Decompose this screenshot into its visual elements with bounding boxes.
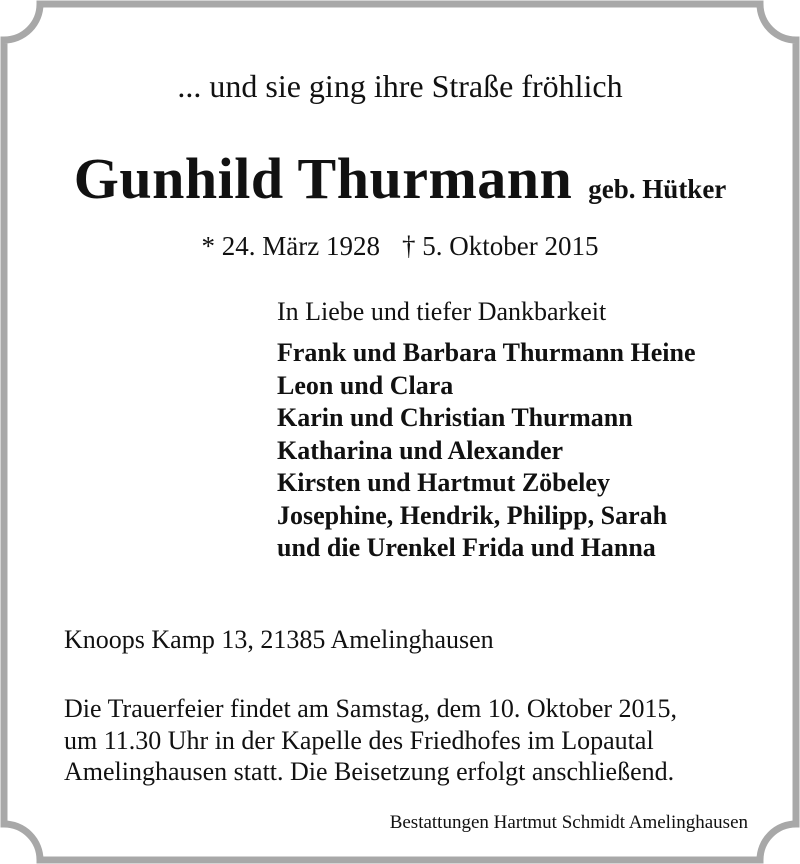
life-dates bbox=[0, 233, 800, 260]
mourner-entry: Kirsten und Hartmut Zöbeley bbox=[277, 468, 610, 497]
death-date: † 5. Oktober 2015 bbox=[401, 231, 599, 261]
service-line: Die Trauerfeier findet am Samstag, dem 10. Oktober 2015, bbox=[64, 694, 678, 723]
mourner-entry: Josephine, Hendrik, Philipp, Sarah bbox=[277, 500, 668, 530]
mourner-entry: Frank und Barbara Thurmann Heine bbox=[277, 338, 696, 367]
service-line: um 11.30 Uhr in der Kapelle des Friedhofes im Lopautal bbox=[64, 725, 654, 755]
mourner-entry: und die Urenkel Frida und Hanna bbox=[277, 533, 656, 562]
name-heading bbox=[0, 146, 800, 211]
mourners-list bbox=[277, 339, 696, 567]
undertaker-credit: Bestattungen Hartmut Schmidt Amelinghausen bbox=[389, 812, 748, 833]
birth-date: * 24. März 1928 bbox=[201, 231, 380, 261]
mourner-entry: Karin und Christian Thurmann bbox=[277, 403, 633, 432]
mourner-entry: Leon und Clara bbox=[277, 370, 454, 400]
deceased-name: Gunhild Thurmann bbox=[73, 146, 573, 211]
birth-name: geb. Hütker bbox=[588, 174, 727, 204]
service-notice bbox=[64, 695, 677, 790]
service-line: Amelinghausen statt. Die Beisetzung erfolgt anschließend. bbox=[64, 757, 675, 786]
mourner-entry: Katharina und Alexander bbox=[277, 435, 564, 465]
motto-line: ... und sie ging ihre Straße fröhlich bbox=[177, 68, 623, 104]
mourners-intro: In Liebe und tiefer Dankbarkeit bbox=[277, 297, 607, 326]
address-line: Knoops Kamp 13, 21385 Amelinghausen bbox=[64, 625, 494, 654]
